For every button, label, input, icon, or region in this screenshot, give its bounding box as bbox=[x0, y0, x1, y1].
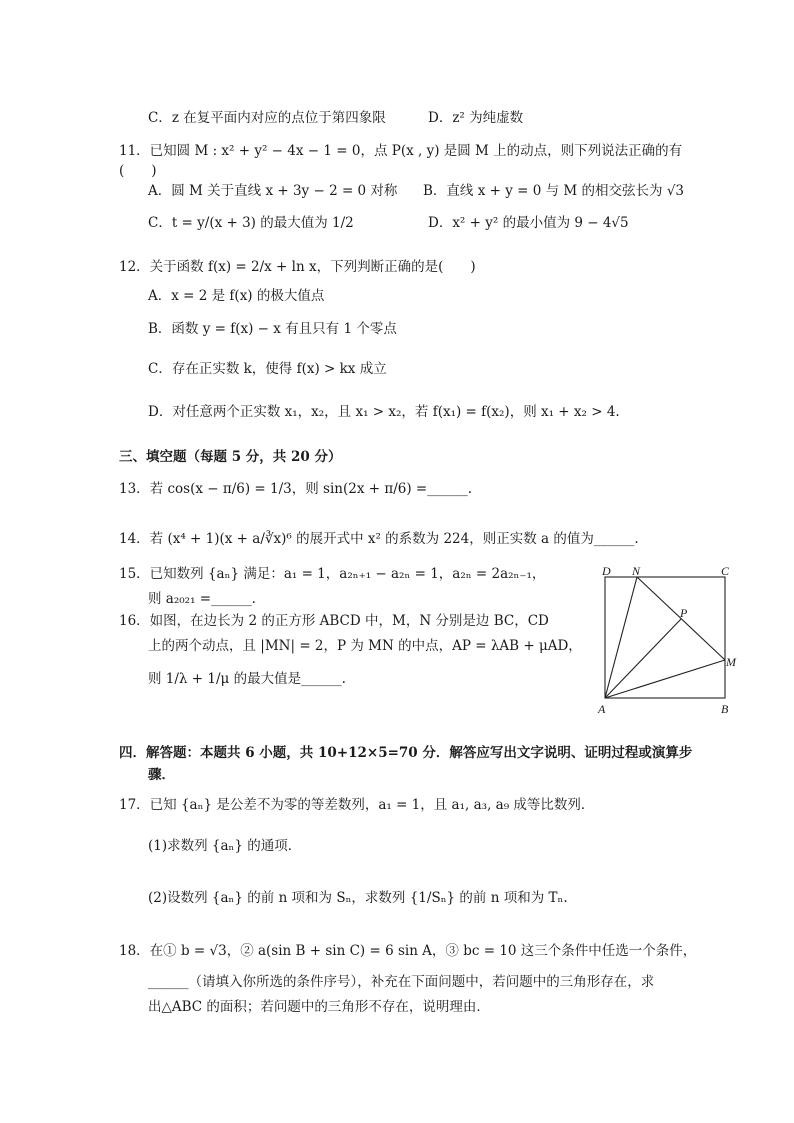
label-a: A bbox=[598, 702, 606, 716]
q17-part-1: (1)求数列 {aₙ} 的通项． bbox=[148, 838, 302, 854]
q14-text: 14．若 (x⁴ + 1)(x + a/∛x)⁶ 的展开式中 x² 的系数为 224，则正实数 a 的值为______. bbox=[119, 531, 639, 547]
q11-stem: 11．已知圆 M : x² + y² − 4x − 1 = 0，点 P(x , y) 是圆 M 上的动点，则下列说法正确的有 bbox=[119, 143, 683, 159]
q15-line-2: 则 a₂₀₂₁ =______. bbox=[148, 591, 256, 607]
label-n: N bbox=[632, 564, 641, 578]
q17-stem: 17．已知 {aₙ} 是公差不为零的等差数列，a₁ = 1，且 a₁, a₃, a₉ 成等比数列． bbox=[119, 797, 595, 813]
section-4-title-line-1: 四．解答题：本题共 6 小题，共 10+12×5=70 分．解答应写出文字说明、证明过程或演算步 bbox=[119, 745, 693, 761]
q10-option-d: D．z² 为纯虚数 bbox=[428, 110, 524, 126]
q16-line-3: 则 1/λ + 1/μ 的最大值是______. bbox=[148, 671, 346, 687]
q11-option-a: A．圆 M 关于直线 x + 3y − 2 = 0 对称 bbox=[148, 183, 398, 199]
q11-option-d: D．x² + y² 的最小值为 9 − 4√5 bbox=[428, 215, 629, 231]
q16-line-1: 16．如图，在边长为 2 的正方形 ABCD 中，M，N 分别是边 BC，CD bbox=[119, 613, 549, 629]
q16-line-2: 上的两个动点，且 |MN| = 2，P 为 MN 的中点，AP = λAB + μAD， bbox=[148, 638, 582, 654]
q12-option-a: A．x = 2 是 f(x) 的极大值点 bbox=[148, 288, 325, 304]
q12-option-d: D．对任意两个正实数 x₁，x₂，且 x₁ > x₂，若 f(x₁) = f(x₂)，则 x₁ + x₂ > 4. bbox=[148, 404, 620, 420]
q15-line-1: 15．已知数列 {aₙ} 满足：a₁ = 1，a₂ₙ₊₁ − a₂ₙ = 1，a₂ₙ = 2a₂ₙ₋₁， bbox=[119, 566, 546, 582]
q11-option-c: C．t = y/(x + 3) 的最大值为 1/2 bbox=[148, 215, 354, 231]
q18-line-2: ______（请填入你所选的条件序号），补充在下面问题中，若问题中的三角形存在，求 bbox=[148, 974, 655, 990]
q11-answer-paren: ( ) bbox=[119, 163, 157, 179]
section-4-title-line-2: 骤． bbox=[148, 767, 175, 783]
label-p: P bbox=[680, 606, 688, 620]
q12-option-b: B．函数 y = f(x) − x 有且只有 1 个零点 bbox=[148, 321, 397, 337]
label-d: D bbox=[602, 564, 611, 578]
section-3-title: 三、填空题（每题 5 分，共 20 分） bbox=[119, 449, 342, 465]
q17-part-2: (2)设数列 {aₙ} 的前 n 项和为 Sₙ，求数列 {1/Sₙ} 的前 n 项和为 Tₙ. bbox=[148, 890, 568, 906]
square-abcd-figure bbox=[590, 562, 750, 720]
q10-option-c: C．z 在复平面内对应的点位于第四象限 bbox=[148, 110, 386, 126]
q11-option-b: B．直线 x + y = 0 与 M 的相交弦长为 √3 bbox=[423, 183, 685, 199]
q13-text: 13．若 cos(x − π/6) = 1/3，则 sin(2x + π/6) =______. bbox=[119, 481, 473, 497]
label-m: M bbox=[726, 655, 736, 669]
label-b: B bbox=[721, 702, 729, 716]
q12-stem: 12．关于函数 f(x) = 2/x + ln x，下列判断正确的是( ) bbox=[119, 259, 476, 275]
label-c: C bbox=[721, 564, 730, 578]
q18-line-1: 18．在① b = √3，② a(sin B + sin C) = 6 sin A，③ bc = 10 这三个条件中任选一个条件， bbox=[119, 943, 697, 959]
q12-option-c: C．存在正实数 k，使得 f(x) > kx 成立 bbox=[148, 361, 387, 377]
segment-an bbox=[605, 577, 637, 698]
q18-line-3: 出△ABC 的面积；若问题中的三角形不存在，说明理由． bbox=[148, 999, 490, 1015]
